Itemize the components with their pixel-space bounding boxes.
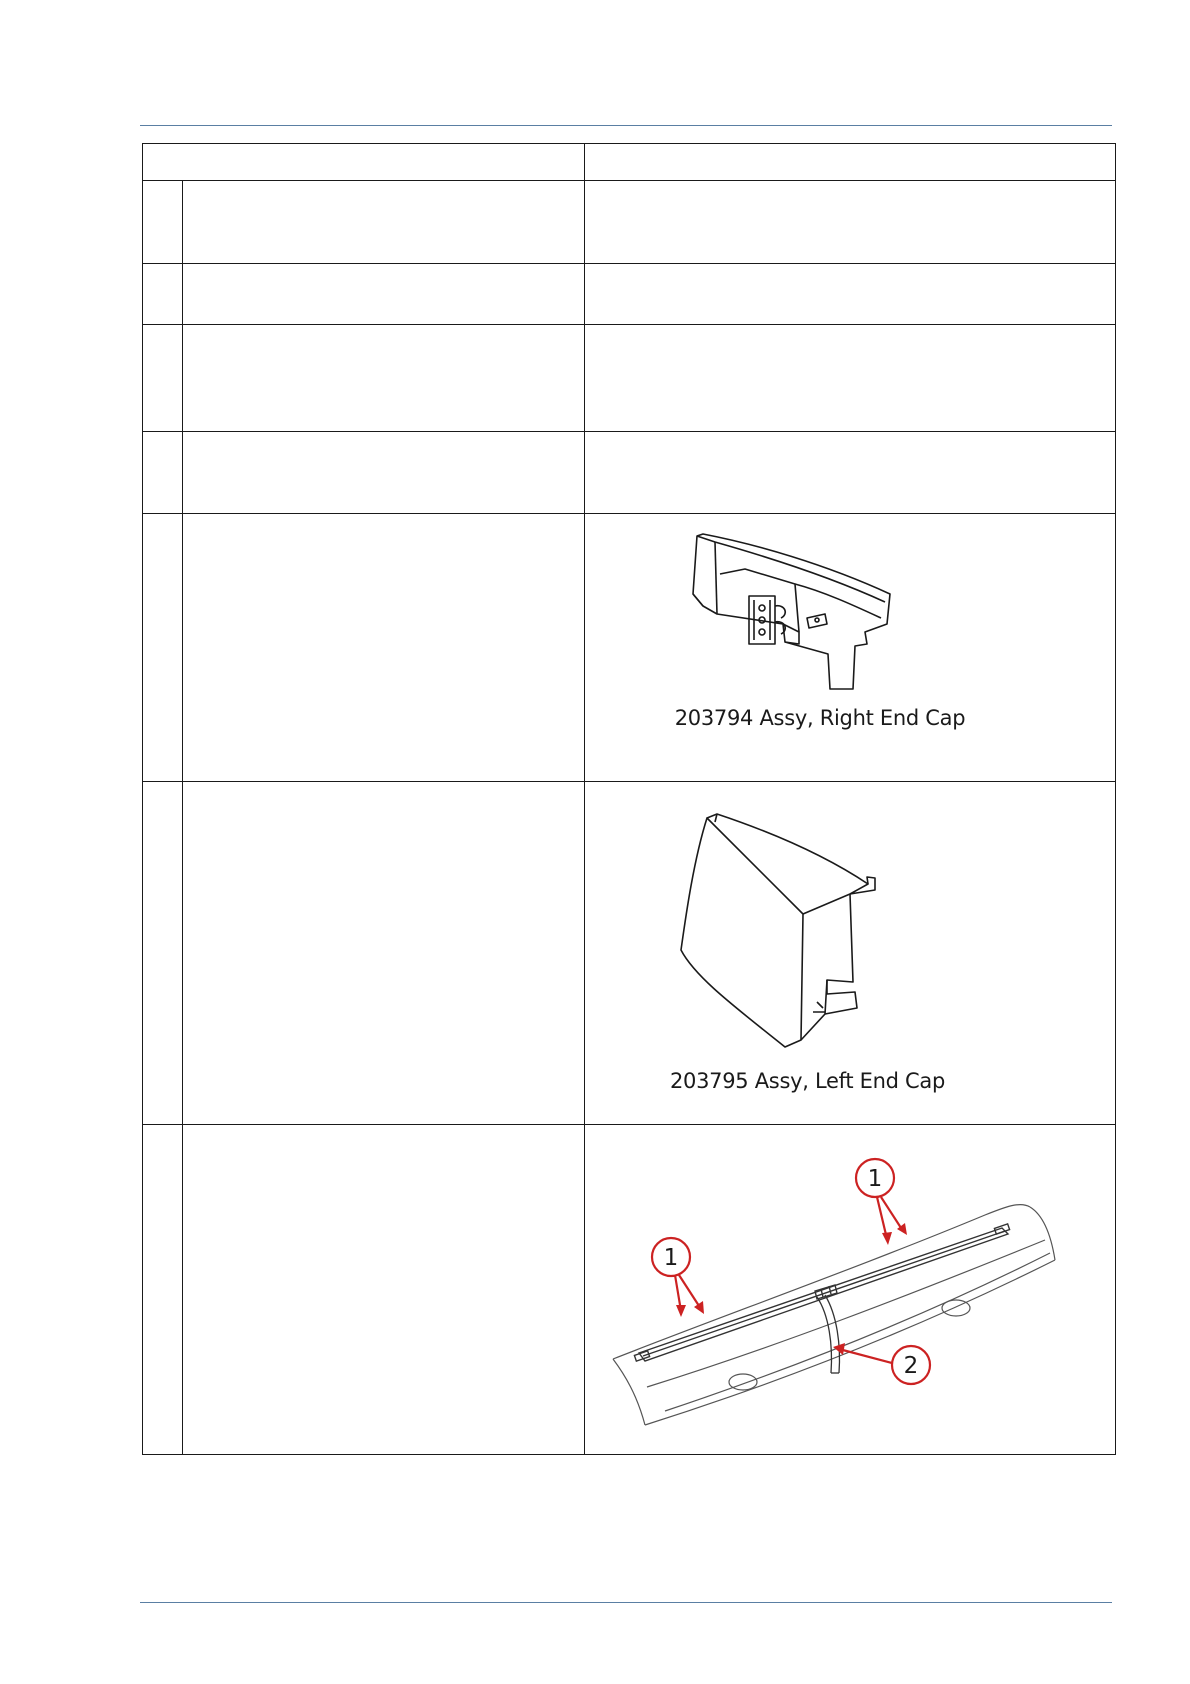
step-number bbox=[143, 264, 183, 325]
right-end-cap-figure bbox=[585, 514, 1115, 730]
step-number bbox=[143, 181, 183, 264]
step-number bbox=[143, 325, 183, 432]
left-end-cap-caption: 203795 Assy, Left End Cap bbox=[670, 1069, 945, 1093]
right-end-cap-drawing bbox=[585, 514, 1116, 724]
procedure-table bbox=[142, 143, 1116, 1455]
step-action bbox=[183, 181, 585, 264]
step-number bbox=[143, 782, 183, 1125]
table-row bbox=[143, 325, 1116, 432]
callout-label: 2 bbox=[903, 1353, 919, 1379]
left-end-cap-figure bbox=[585, 782, 1115, 1093]
step-number bbox=[143, 514, 183, 782]
table-row bbox=[143, 514, 1116, 782]
table-row bbox=[143, 432, 1116, 514]
callout-label: 1 bbox=[663, 1245, 679, 1271]
step-illustration bbox=[585, 264, 1116, 325]
table-row bbox=[143, 264, 1116, 325]
action-header bbox=[143, 144, 585, 181]
step-illustration bbox=[585, 432, 1116, 514]
table-row bbox=[143, 181, 1116, 264]
rail-drawing bbox=[585, 1125, 1116, 1453]
footer-rule bbox=[140, 1602, 1112, 1603]
callout-label: 1 bbox=[867, 1166, 883, 1192]
illustration-header bbox=[585, 144, 1116, 181]
step-illustration bbox=[585, 514, 1116, 782]
step-action bbox=[183, 782, 585, 1125]
step-action bbox=[183, 325, 585, 432]
right-end-cap-caption: 203794 Assy, Right End Cap bbox=[674, 706, 966, 730]
step-action bbox=[183, 1125, 585, 1455]
step-illustration bbox=[585, 181, 1116, 264]
table-row bbox=[143, 782, 1116, 1125]
step-number bbox=[143, 432, 183, 514]
step-illustration bbox=[585, 1125, 1116, 1455]
step-illustration bbox=[585, 325, 1116, 432]
step-illustration bbox=[585, 782, 1116, 1125]
table-row bbox=[143, 1125, 1116, 1455]
step-action bbox=[183, 514, 585, 782]
table-header-row bbox=[143, 144, 1116, 181]
step-action bbox=[183, 264, 585, 325]
rail-figure bbox=[585, 1125, 1115, 1453]
left-end-cap-drawing bbox=[585, 782, 1116, 1072]
header-rule bbox=[140, 125, 1112, 126]
step-action bbox=[183, 432, 585, 514]
step-number bbox=[143, 1125, 183, 1455]
